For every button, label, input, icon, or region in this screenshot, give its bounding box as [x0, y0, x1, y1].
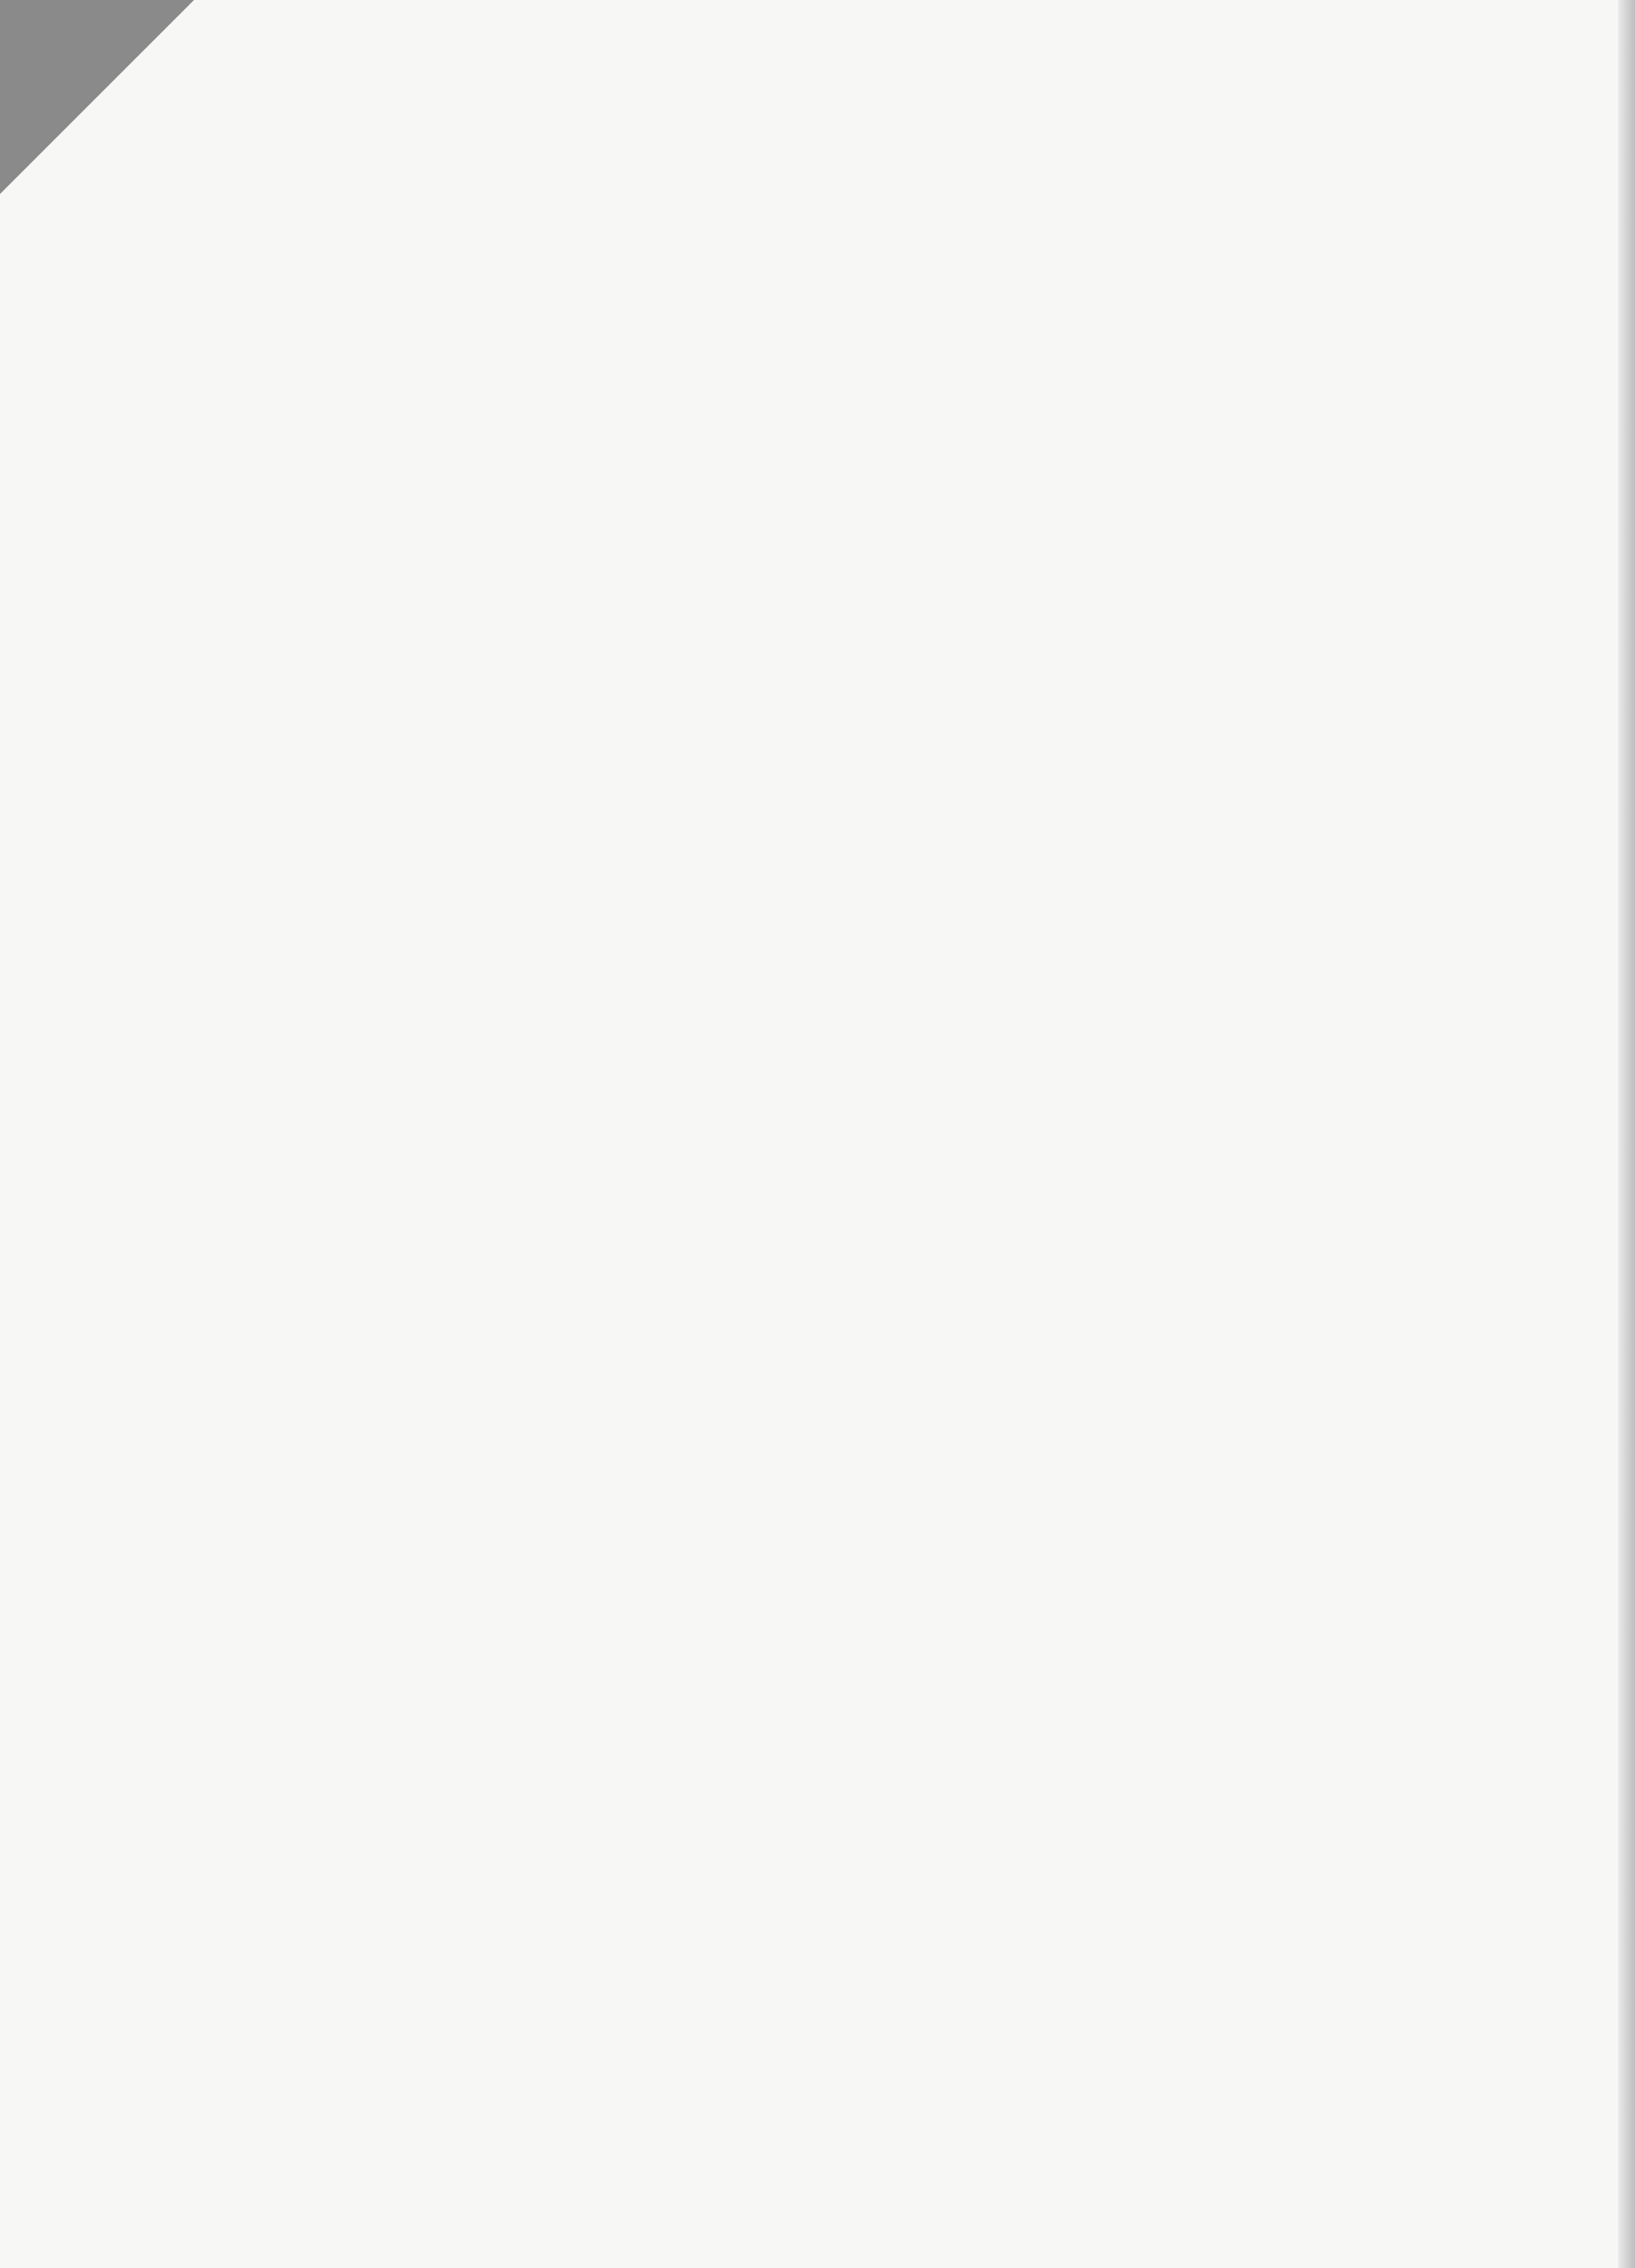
folded-corner	[0, 0, 194, 194]
page-edge-shadow	[1618, 0, 1635, 2268]
